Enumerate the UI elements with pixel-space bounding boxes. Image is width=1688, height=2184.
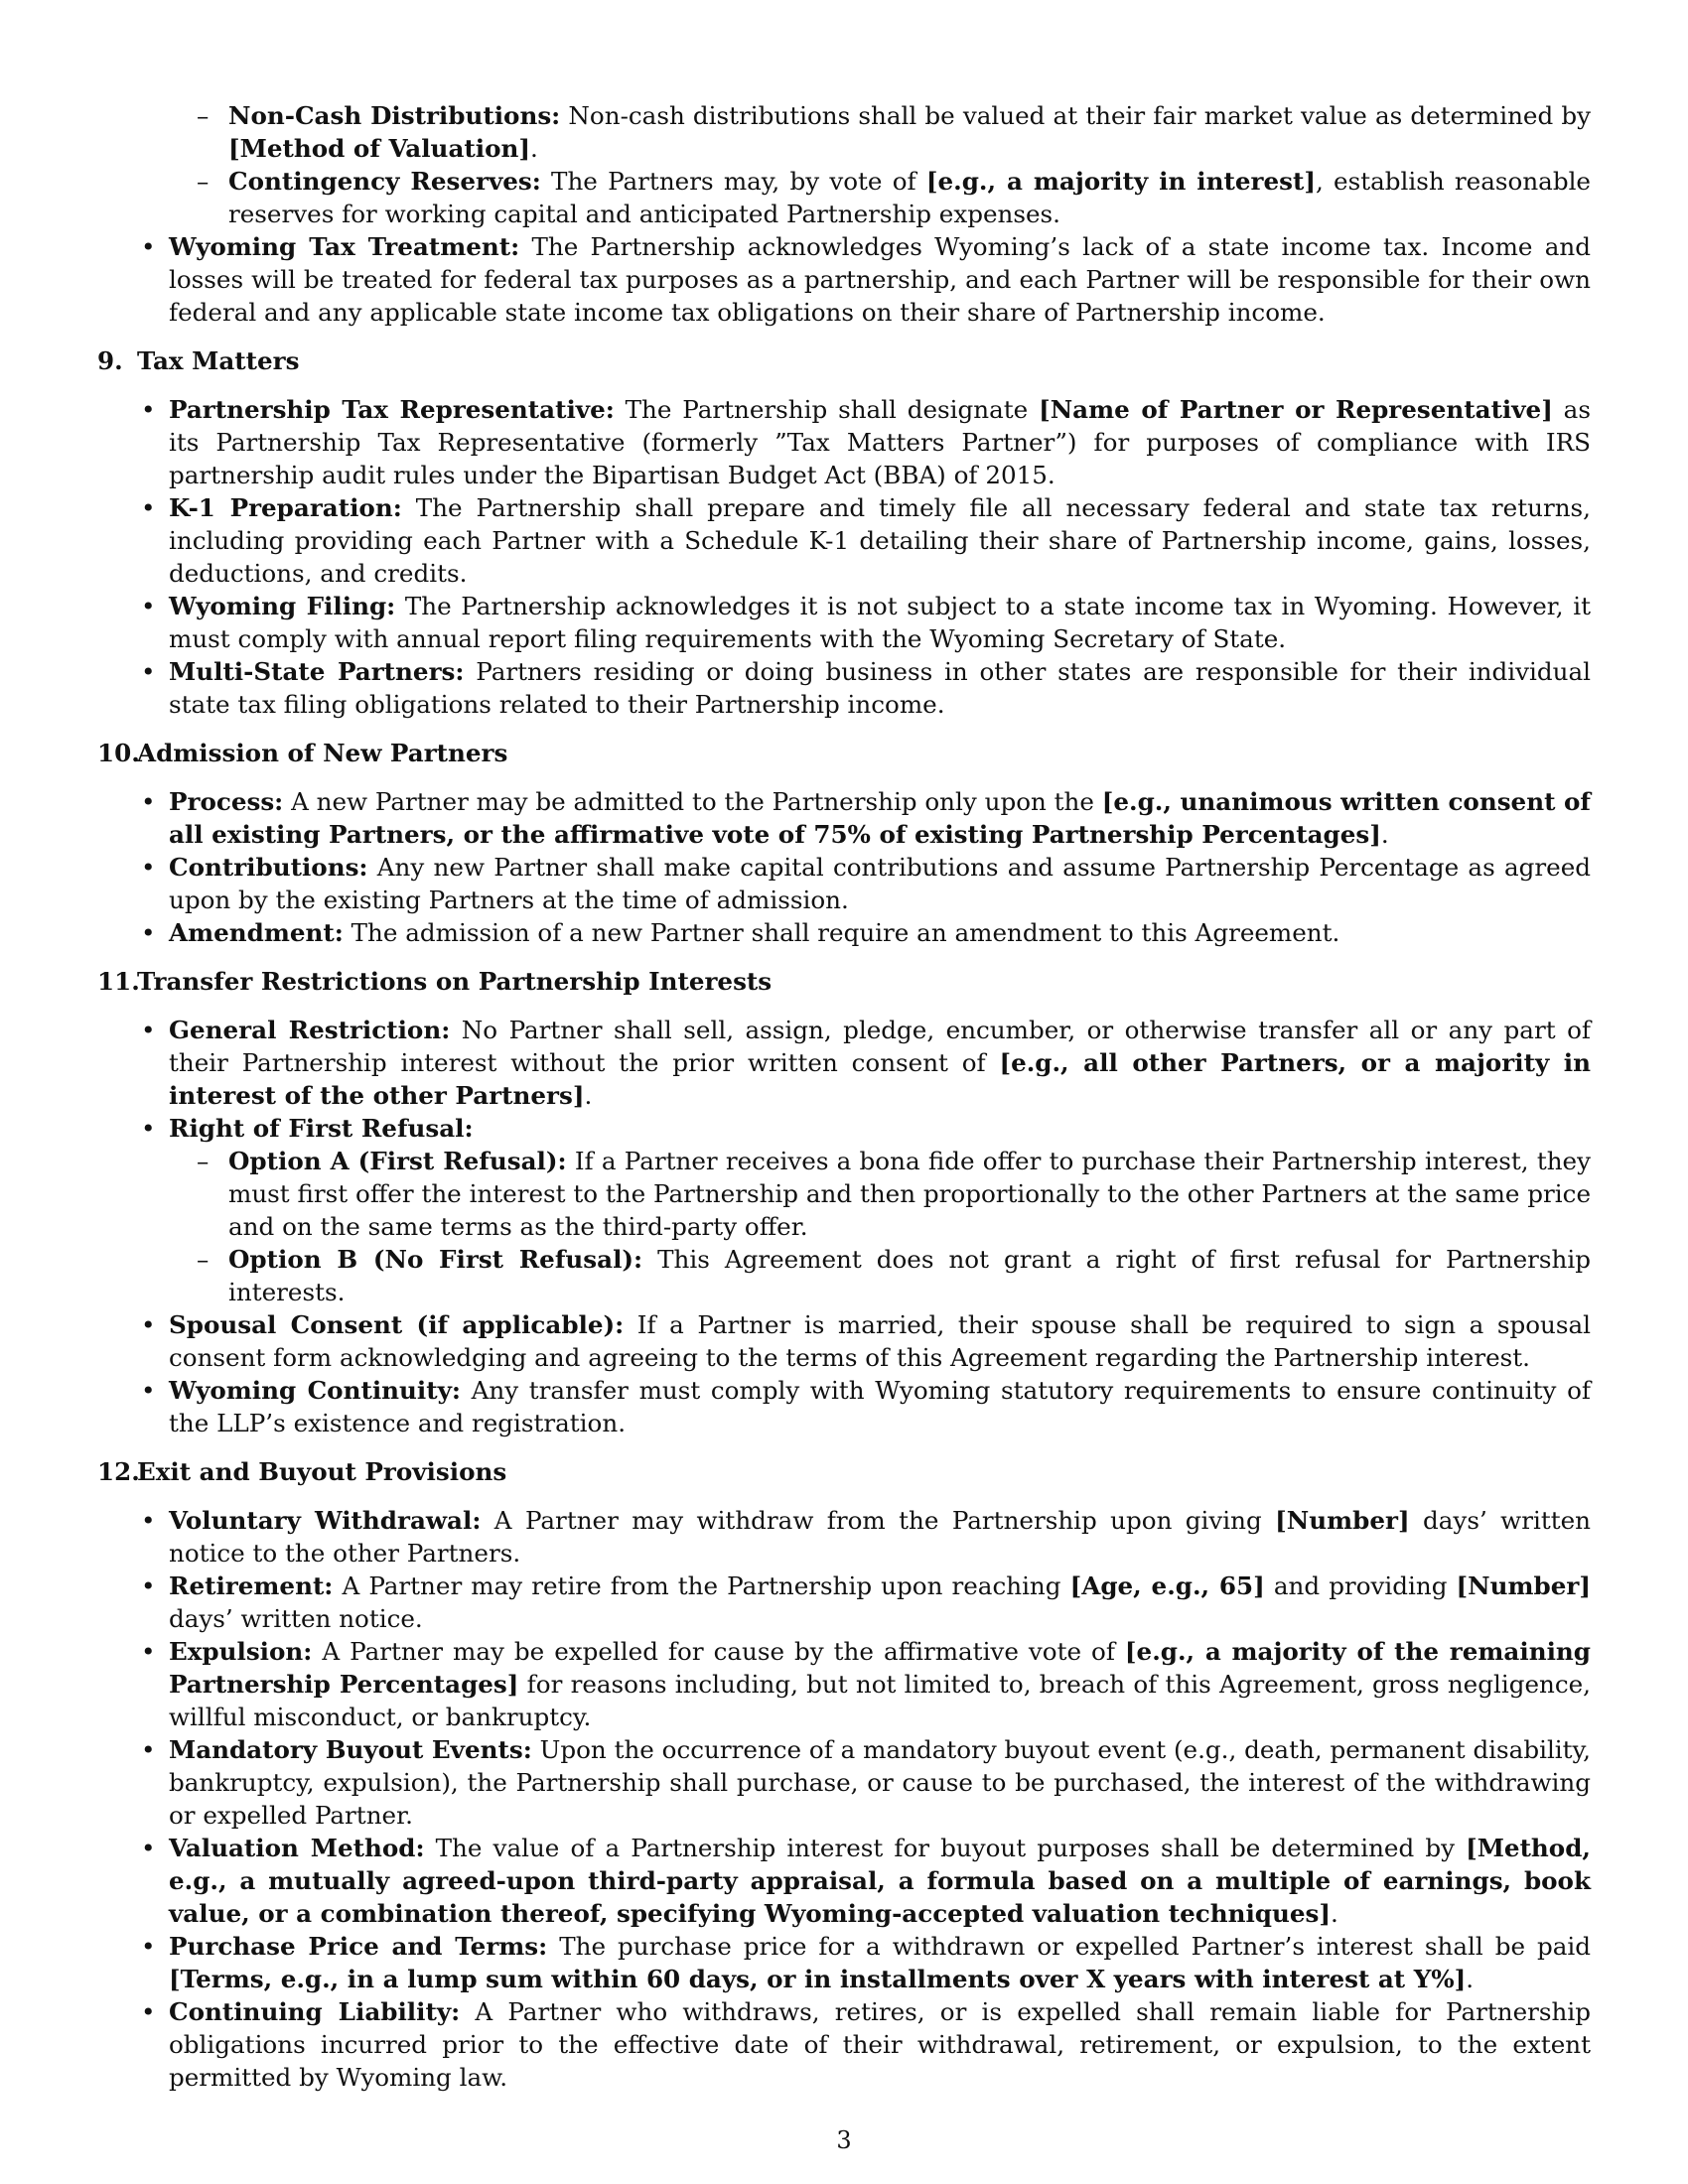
clause-reserves: – Contingency Reserves: The Partners may, by vote of [e.g., a majority in interest], establish reasonable reserves for working capital and anticipated Partnership expenses. <box>97 165 1591 230</box>
sublist <box>97 1145 1591 1308</box>
clause-amendment: • Amendment: The admission of a new Partner shall require an amendment to this Agreement. <box>97 916 1591 949</box>
document-body <box>97 99 1591 2094</box>
section10-list <box>97 785 1591 949</box>
clause-voluntary: • Voluntary Withdrawal: A Partner may withdraw from the Partnership upon giving [Number] days’ written notice to the other Partners. <box>97 1504 1591 1570</box>
section-heading-11: 11.Transfer Restrictions on Partnership Interests <box>97 967 773 996</box>
sublist <box>97 99 1591 230</box>
clause-option-b: – Option B (No First Refusal): This Agreement does not grant a right of first refusal for Partnership interests. <box>97 1243 1591 1308</box>
clause-mandatory: • Mandatory Buyout Events: Upon the occurrence of a mandatory buyout event (e.g., death, permanent disability, bankruptcy, expulsion), the Partnership shall purchase, or cause to be purchased, the interest of the withdrawing or expelled Partner. <box>97 1733 1591 1832</box>
clause-wyoming-filing: • Wyoming Filing: The Partnership acknowledges it is not subject to a state income tax in Wyoming. However, it must comply with annual report filing requirements with the Wyoming Secretary of State. <box>97 590 1591 655</box>
page-number: 3 <box>836 2126 852 2154</box>
clause-spousal: • Spousal Consent (if applicable): If a Partner is married, their spouse shall be required to sign a spousal consent form acknowledging and agreeing to the terms of this Agreement regarding the Partnership interest. <box>97 1308 1591 1374</box>
section8-list <box>97 99 1591 329</box>
clause-contributions: • Contributions: Any new Partner shall make capital contributions and assume Partnership Percentage as agreed upon by the existing Partners at the time of admission. <box>97 851 1591 916</box>
clause-retirement: • Retirement: A Partner may retire from the Partnership upon reaching [Age, e.g., 65] and providing [Number] days’ written notice. <box>97 1570 1591 1635</box>
clause-multi-state: • Multi-State Partners: Partners residing or doing business in other states are responsible for their individual state tax filing obligations related to their Partnership income. <box>97 655 1591 721</box>
clause-rofr: • Right of First Refusal: – Option A (First Refusal): If a Partner receives a bona fide offer to purchase their Partnership interest, they must first offer the interest to the Partnership and then proportionally to the other Partners at the same price and on the same terms as the third-party offer. – Option B (No First Refusal): This Agreement does not grant a right of first refusal for Partnership interests. <box>97 1112 1591 1308</box>
section11-list <box>97 1014 1591 1439</box>
section-heading-10: 10.Admission of New Partners <box>97 739 508 767</box>
list-item <box>97 99 1591 230</box>
clause-continuing-liability: • Continuing Liability: A Partner who withdraws, retires, or is expelled shall remain liable for Partnership obligations incurred prior to the effective date of their withdrawal, retirement, or expulsion, to the extent permitted by Wyoming law. <box>97 1995 1591 2094</box>
clause-wyoming-tax: • Wyoming Tax Treatment: The Partnership acknowledges Wyoming’s lack of a state income tax. Income and losses will be treated for federal tax purposes as a partnership, and each Partner will be responsible for their own federal and any applicable state income tax obligations on their share of Partnership income. <box>97 230 1591 329</box>
clause-expulsion: • Expulsion: A Partner may be expelled for cause by the affirmative vote of [e.g., a majority of the remaining Partnership Percentages] for reasons including, but not limited to, breach of this Agreement, gross negligence, willful misconduct, or bankruptcy. <box>97 1635 1591 1733</box>
clause-continuity: • Wyoming Continuity: Any transfer must comply with Wyoming statutory requirements to ensure continuity of the LLP’s existence and registration. <box>97 1374 1591 1439</box>
section9-list <box>97 393 1591 721</box>
clause-general-restriction: • General Restriction: No Partner shall sell, assign, pledge, encumber, or otherwise transfer all or any part of their Partnership interest without the prior written consent of [e.g., all other Partners, or a majority in interest of the other Partners]. <box>97 1014 1591 1112</box>
section-heading-12: 12.Exit and Buyout Provisions <box>97 1457 507 1486</box>
clause-tax-representative: • Partnership Tax Representative: The Partnership shall designate [Name of Partner or Representative] as its Partnership Tax Representative (formerly ”Tax Matters Partner”) for purposes of compliance with IRS partnership audit rules under the Bipartisan Budget Act (BBA) of 2015. <box>97 393 1591 491</box>
clause-valuation: • Valuation Method: The value of a Partnership interest for buyout purposes shall be determined by [Method, e.g., a mutually agreed-upon third-party appraisal, a formula based on a multiple of earnings, book value, or a combination thereof, specifying Wyoming-accepted valuation techniques]. <box>97 1832 1591 1930</box>
clause-option-a: – Option A (First Refusal): If a Partner receives a bona fide offer to purchase their Partnership interest, they must first offer the interest to the Partnership and then proportionally to the other Partners at the same price and on the same terms as the third-party offer. <box>97 1145 1591 1243</box>
clause-non-cash: – Non-Cash Distributions: Non-cash distributions shall be valued at their fair market value as determined by [Method of Valuation]. <box>97 99 1591 165</box>
clause-purchase-price: • Purchase Price and Terms: The purchase price for a withdrawn or expelled Partner’s interest shall be paid [Terms, e.g., in a lump sum within 60 days, or in installments over X years with interest at Y%]. <box>97 1930 1591 1995</box>
clause-process: • Process: A new Partner may be admitted to the Partnership only upon the [e.g., unanimous written consent of all existing Partners, or the affirmative vote of 75% of existing Partnership Percentages]. <box>97 785 1591 851</box>
section12-list <box>97 1504 1591 2094</box>
section-heading-9: 9. Tax Matters <box>97 346 300 375</box>
clause-k1: • K-1 Preparation: The Partnership shall prepare and timely file all necessary federal and state tax returns, including providing each Partner with a Schedule K-1 detailing their share of Partnership income, gains, losses, deductions, and credits. <box>97 491 1591 590</box>
